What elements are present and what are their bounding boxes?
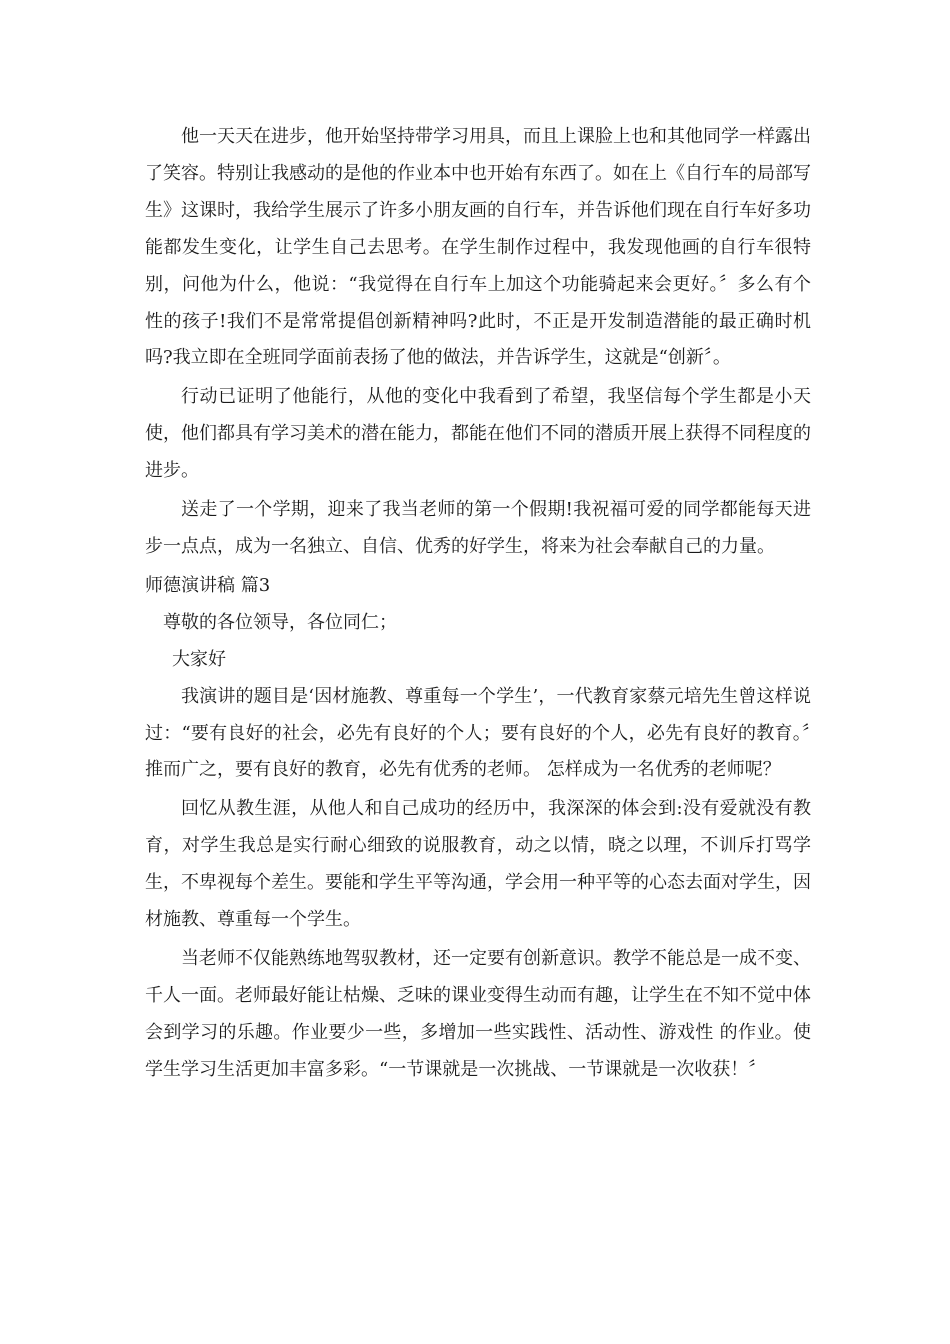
greeting: 大家好 xyxy=(172,648,226,670)
paragraph: 行动已证明了他能行，从他的变化中我看到了希望，我坚信每个学生都是小天使，他们都具有学习美术的潜在能力，都能在他们不同的潜质开展上获得不同程度的进步。 xyxy=(145,386,811,482)
document-page xyxy=(145,119,811,1091)
paragraph: 当老师不仅能熟练地驾驭教材，还一定要有创新意识。教学不能总是一成不变、千人一面。老师最好能让枯燥、乏味的课业变得生动而有趣，让学生在不知不觉中体会到学习的乐趣。作业要少一些，多增加一些实践性、活动性、游戏性 的作业。使学生学习生活更加丰富多彩。“一节课就是一次挑战、一节课就是一次收获！〞 xyxy=(145,947,811,1080)
salutation: 尊敬的各位领导，各位同仁； xyxy=(163,611,397,633)
section-title: 师德演讲稿 篇3 xyxy=(145,574,271,596)
paragraph: 他一天天在进步，他开始坚持带学习用具，而且上课脸上也和其他同学一样露出了笑容。特别让我感动的是他的作业本中也开始有东西了。如在上《自行车的局部写生》这课时，我给学生展示了许多小朋友画的自行车，并告诉他们现在自行车好多功能都发生变化，让学生自己去思考。在学生制作过程中，我发现他画的自行车很特别，问他为什么，他说：“我觉得在自行车上加这个功能骑起来会更好。〞多么有个性的孩子!我们不是常常提倡创新精神吗?此时，不正是开发制造潜能的最正确时机吗?我立即在全班同学面前表扬了他的做法，并告诉学生，这就是“创新〞。 xyxy=(145,126,811,369)
paragraph: 送走了一个学期，迎来了我当老师的第一个假期!我祝福可爱的同学都能每天进步一点点，成为一名独立、自信、优秀的好学生，将来为社会奉献自己的力量。 xyxy=(145,499,811,557)
paragraph: 我演讲的题目是‘因材施教、尊重每一个学生’，一代教育家蔡元培先生曾这样说过：“要有良好的社会，必先有良好的个人；要有良好的个人，必先有良好的教育。〞推而广之，要有良好的教育，必先有优秀的老师。 怎样成为一名优秀的老师呢？ xyxy=(145,685,811,781)
paragraph: 回忆从教生涯，从他人和自己成功的经历中，我深深的体会到:没有爱就没有教育，对学生我总是实行耐心细致的说服教育，动之以情，晓之以理，不训斥打骂学生，不卑视每个差生。要能和学生平等沟通，学会用一种平等的心态去面对学生，因材施教、尊重每一个学生。 xyxy=(145,798,811,931)
